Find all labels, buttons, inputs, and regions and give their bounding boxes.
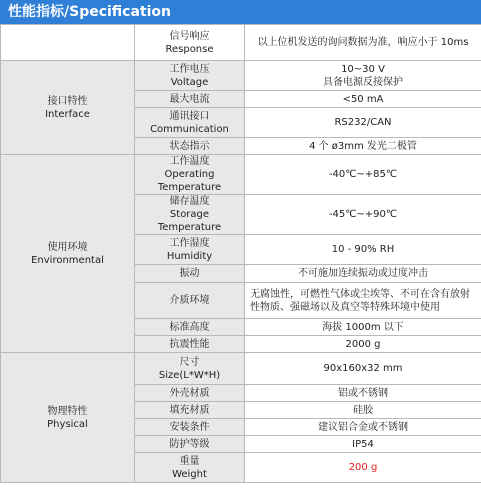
table-row (1, 25, 481, 61)
response-blank-cell (1, 25, 135, 61)
row-value: 4 个 ø3mm 发光二极管 (245, 138, 481, 155)
row-label: 介质环境 (135, 283, 245, 319)
row-value: -45℃~+90℃ (245, 195, 481, 235)
row-value: -40℃~+85℃ (245, 155, 481, 195)
row-value: RS232/CAN (245, 108, 481, 138)
row-label: 工作湿度 Humidity (135, 235, 245, 265)
row-label: 重量 Weight (135, 453, 245, 483)
row-value: 硅胶 (245, 402, 481, 419)
row-label: 工作电压 Voltage (135, 61, 245, 91)
response-label: 信号响应 Response (135, 25, 245, 61)
row-label: 标准高度 (135, 319, 245, 336)
weight-value: 200 g (245, 453, 481, 483)
row-label: 通讯接口 Communication (135, 108, 245, 138)
table-row (1, 61, 481, 91)
row-label: 振动 (135, 265, 245, 283)
table-row (1, 353, 481, 385)
group-physical: 物理特性 Physical (1, 353, 135, 483)
group-environmental: 使用环境 Environmental (1, 155, 135, 353)
spec-table (0, 24, 481, 483)
spec-title: 性能指标/Specification (0, 0, 481, 24)
response-value: 以上位机发送的询问数据为准，响应小于 10ms (245, 25, 481, 61)
group-interface: 接口特性 Interface (1, 61, 135, 155)
row-label: 防护等级 (135, 436, 245, 453)
row-value: 90x160x32 mm (245, 353, 481, 385)
row-value: 建议铝合金或不锈钢 (245, 419, 481, 436)
row-value: 海拔 1000m 以下 (245, 319, 481, 336)
row-value: 2000 g (245, 336, 481, 353)
row-label: 抗震性能 (135, 336, 245, 353)
row-value: 10~30 V 具备电源反接保护 (245, 61, 481, 91)
row-label: 工作温度 Operating Temperature (135, 155, 245, 195)
row-label: 最大电流 (135, 91, 245, 108)
row-value: 无腐蚀性，可燃性气体或尘埃等、不可在含有放射性物质、强磁场以及真空等特殊环境中使用 (245, 283, 481, 319)
row-label: 储存温度 Storage Temperature (135, 195, 245, 235)
row-label: 安装条件 (135, 419, 245, 436)
table-row (1, 155, 481, 195)
row-value: 铝或不锈钢 (245, 385, 481, 402)
row-label: 尺寸 Size(L*W*H) (135, 353, 245, 385)
row-value: <50 mA (245, 91, 481, 108)
row-value: 10 - 90% RH (245, 235, 481, 265)
row-label: 状态指示 (135, 138, 245, 155)
row-label: 外壳材质 (135, 385, 245, 402)
row-value: 不可施加连续振动或过度冲击 (245, 265, 481, 283)
row-value: IP54 (245, 436, 481, 453)
row-label: 填充材质 (135, 402, 245, 419)
